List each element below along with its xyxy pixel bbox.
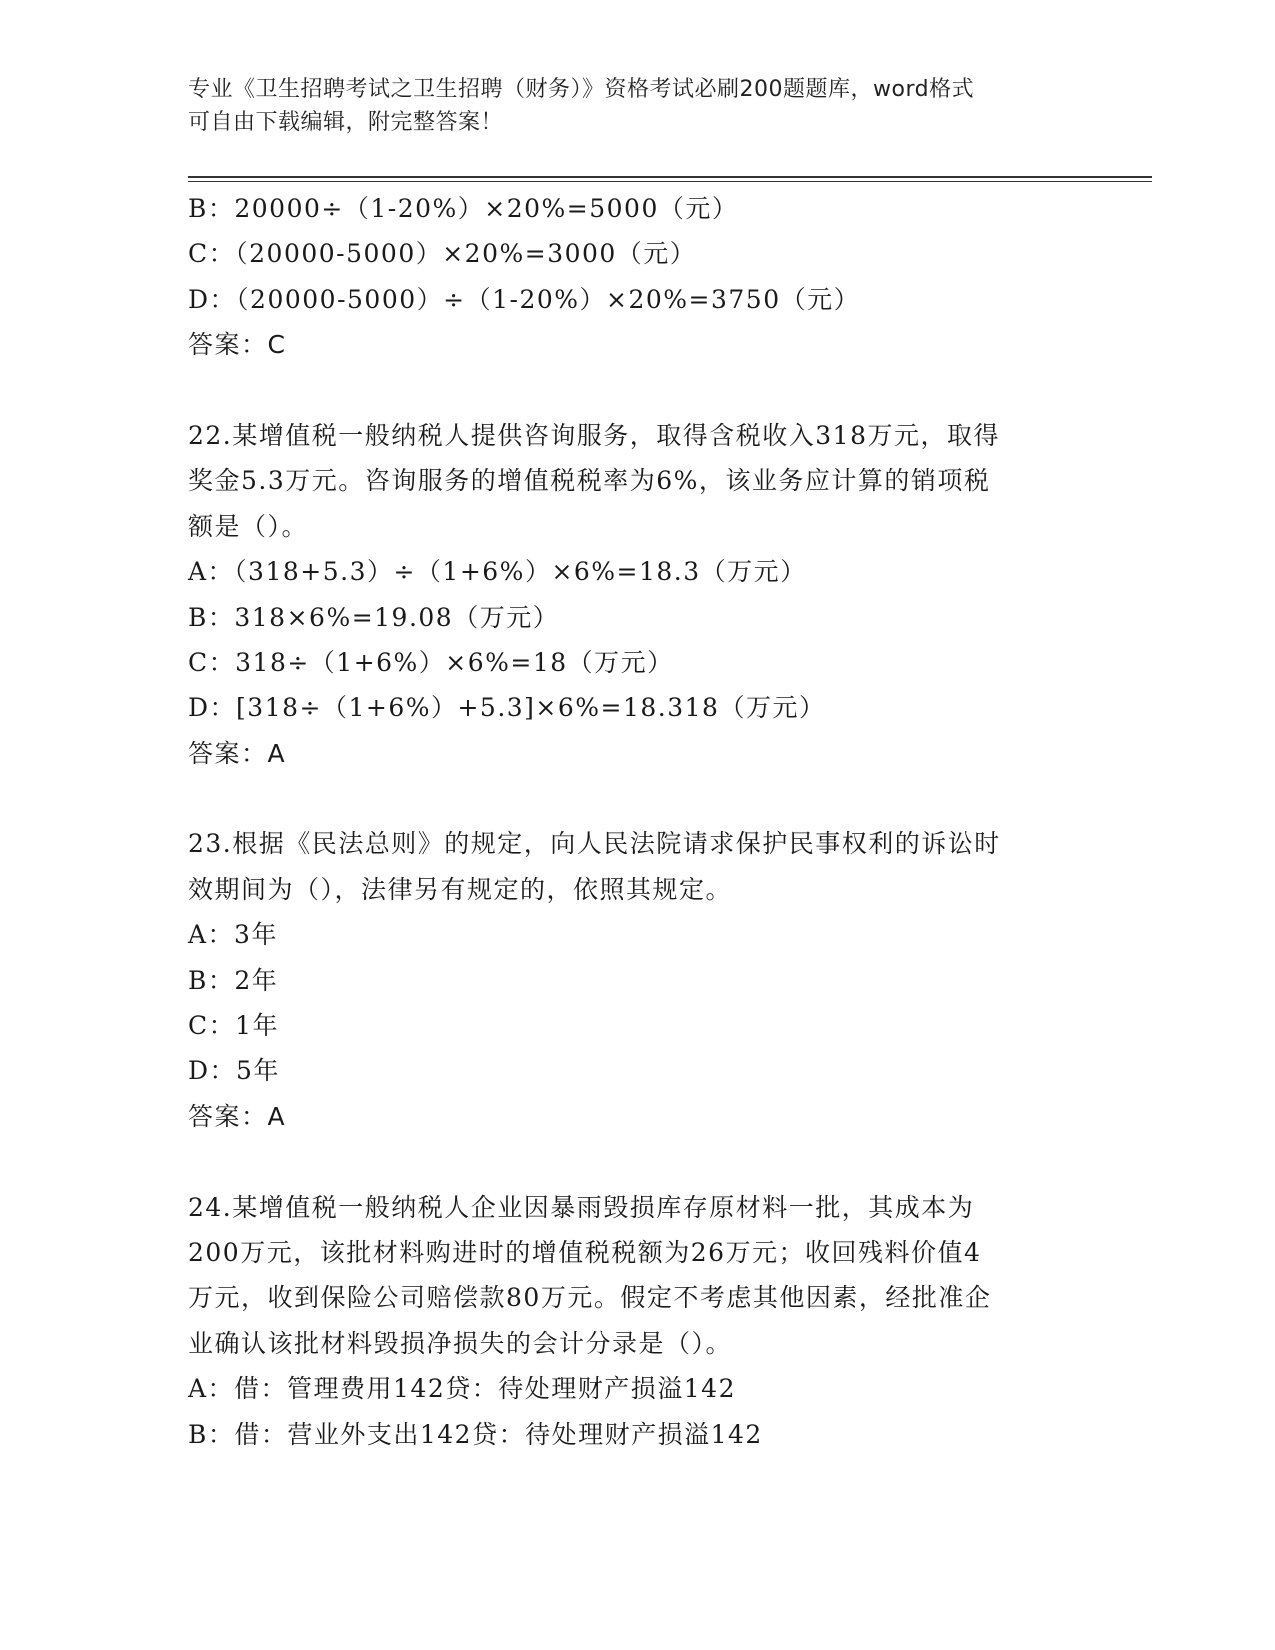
answer-line: 答案：A — [188, 738, 287, 768]
option-d: D：5年 — [188, 1056, 280, 1086]
header-divider — [188, 176, 1152, 182]
option-c: C：1年 — [188, 1011, 280, 1041]
option-b: B：20000÷（1-20%）×20%=5000（元） — [188, 194, 739, 223]
header-title-line-2: 可自由下载编辑，附完整答案！ — [188, 110, 504, 135]
answer-line: 答案：A — [188, 1101, 287, 1131]
option-b: B：借：营业外支出142贷：待处理财产损溢142 — [188, 1419, 763, 1449]
spacer — [188, 776, 1088, 821]
document-body — [188, 186, 1088, 1457]
question-stem: 万元，收到保险公司赔偿款80万元。假定不考虑其他因素，经批准企 — [188, 1283, 992, 1313]
question-stem: 额是（）。 — [188, 511, 309, 541]
option-c: C：（20000-5000）×20%=3000（元） — [188, 239, 697, 269]
question-24 — [188, 1185, 1088, 1457]
spacer — [188, 1139, 1088, 1184]
header-title-line-1: 专业《卫生招聘考试之卫生招聘（财务）》资格考试必刷200题题库，word格式 — [188, 77, 975, 102]
spacer — [188, 368, 1088, 413]
question-stem: 23.根据《民法总则》的规定，向人民法院请求保护民事权利的诉讼时 — [188, 829, 1001, 859]
question-stem: 业确认该批材料毁损净损失的会计分录是（）。 — [188, 1328, 733, 1358]
option-a: A：（318+5.3）÷（1+6%）×6%=18.3（万元） — [188, 557, 807, 587]
question-22 — [188, 413, 1088, 776]
option-c: C：318÷（1+6%）×6%=18（万元） — [188, 647, 674, 677]
document-header — [188, 73, 1088, 139]
question-23 — [188, 821, 1088, 1139]
option-b: B：2年 — [188, 965, 279, 995]
question-stem: 22.某增值税一般纳税人提供咨询服务，取得含税收入318万元，取得 — [188, 420, 1000, 450]
option-a: A：借：管理费用142贷：待处理财产损溢142 — [188, 1374, 736, 1404]
question-stem: 奖金5.3万元。咨询服务的增值税税率为6%，该业务应计算的销项税 — [188, 466, 991, 496]
question-stem: 200万元，该批材料购进时的增值税税额为26万元；收回残料价值4 — [188, 1237, 982, 1267]
question-stem: 效期间为（），法律另有规定的，依照其规定。 — [188, 874, 733, 904]
option-b: B：318×6%=19.08（万元） — [188, 602, 560, 632]
question-stem: 24.某增值税一般纳税人企业因暴雨毁损库存原材料一批，其成本为 — [188, 1192, 975, 1222]
option-a: A：3年 — [188, 920, 278, 950]
option-d: D：（20000-5000）÷（1-20%）×20%=3750（元） — [188, 284, 861, 314]
answer-line: 答案：C — [188, 330, 287, 360]
option-d: D：[318÷（1+6%）+5.3]×6%=18.318（万元） — [188, 693, 826, 723]
question-21 — [188, 186, 1088, 368]
